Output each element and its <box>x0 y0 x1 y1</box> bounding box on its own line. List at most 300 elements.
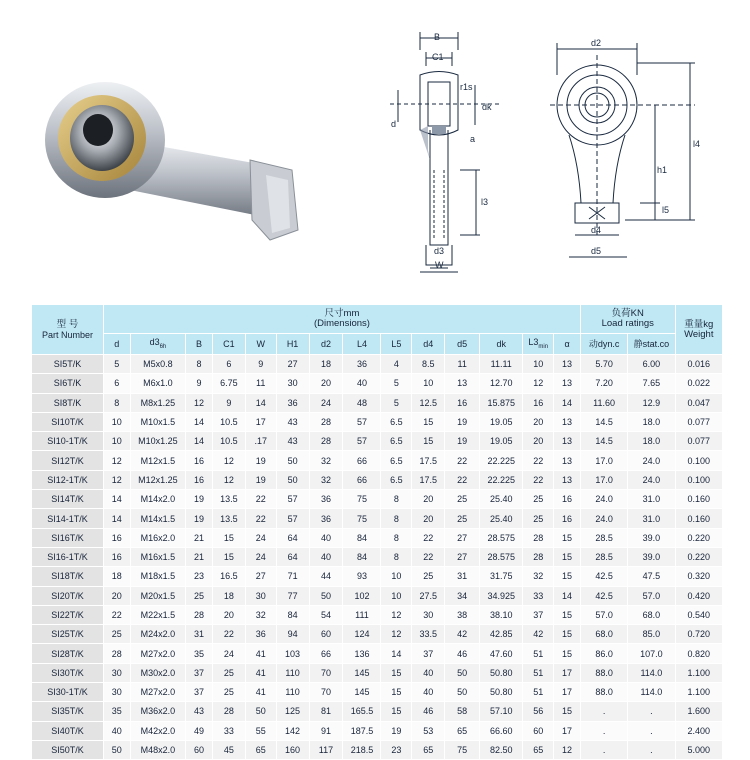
table-cell: 16 <box>554 509 581 528</box>
table-cell: M12x1.5 <box>130 451 186 470</box>
table-cell: 57 <box>343 412 381 431</box>
table-cell: 86.0 <box>580 644 627 663</box>
table-cell: 19 <box>245 451 276 470</box>
table-cell: 15 <box>381 683 412 702</box>
col-alpha: α <box>554 334 581 355</box>
table-cell: 45 <box>212 740 245 759</box>
label-d2: d2 <box>591 38 602 48</box>
col-B: B <box>186 334 213 355</box>
table-row <box>32 683 723 702</box>
col-d3-label: d3 <box>149 336 160 347</box>
specification-table <box>31 304 723 760</box>
table-cell: 51 <box>523 644 554 663</box>
table-cell: M8x1.25 <box>130 393 186 412</box>
col-L3-label: L3 <box>528 336 539 347</box>
table-cell: 103 <box>276 644 309 663</box>
table-cell: 40 <box>309 528 343 547</box>
load-ratings-header <box>580 305 675 334</box>
table-cell: 22 <box>245 490 276 509</box>
table-cell: 136 <box>343 644 381 663</box>
table-cell: 50 <box>103 740 130 759</box>
table-cell: 28 <box>309 432 343 451</box>
table-cell: 20 <box>523 412 554 431</box>
table-cell: M10x1.25 <box>130 432 186 451</box>
table-cell: 25 <box>445 490 480 509</box>
col-dyn: 动dyn.c <box>580 334 627 355</box>
table-cell: 25 <box>523 490 554 509</box>
table-cell: 18 <box>103 567 130 586</box>
table-cell: 28 <box>523 528 554 547</box>
table-cell: 75 <box>343 490 381 509</box>
table-cell: 15 <box>412 432 445 451</box>
table-cell: 71 <box>276 567 309 586</box>
table-cell: 50 <box>445 663 480 682</box>
table-cell: 38.10 <box>480 605 523 624</box>
table-cell: 42.85 <box>480 625 523 644</box>
col-L4: L4 <box>343 334 381 355</box>
table-cell: 40 <box>103 721 130 740</box>
table-cell: 18.0 <box>628 432 675 451</box>
front-drawing <box>545 35 705 265</box>
table-cell: 22 <box>103 605 130 624</box>
table-body <box>32 355 723 760</box>
label-l5: l5 <box>662 205 670 215</box>
table-row <box>32 509 723 528</box>
dimensions-en: (Dimensions) <box>313 318 370 329</box>
table-cell: 15 <box>381 663 412 682</box>
table-cell: 27 <box>276 355 309 374</box>
table-cell: . <box>580 702 627 721</box>
label-B: B <box>434 32 441 42</box>
table-cell: 218.5 <box>343 740 381 759</box>
table-row <box>32 451 723 470</box>
part-number-cell: SI25T/K <box>32 625 104 644</box>
label-l4: l4 <box>693 139 701 149</box>
table-cell: 7.65 <box>628 374 675 393</box>
table-cell: 36 <box>309 490 343 509</box>
table-cell: 22 <box>445 451 480 470</box>
part-number-cn: 型 号 <box>56 318 79 330</box>
label-d3: d3 <box>434 246 445 256</box>
table-cell: 20 <box>103 586 130 605</box>
table-cell: M14x1.5 <box>130 509 186 528</box>
table-cell: 31 <box>186 625 213 644</box>
part-number-cell: SI14T/K <box>32 490 104 509</box>
table-cell: 57.0 <box>580 605 627 624</box>
table-cell: 13.5 <box>212 509 245 528</box>
table-cell: 8 <box>381 547 412 566</box>
col-d4: d4 <box>412 334 445 355</box>
table-cell: 16 <box>103 528 130 547</box>
label-r1s: r1s <box>460 82 473 92</box>
table-cell: 51 <box>523 663 554 682</box>
table-cell: 34 <box>445 586 480 605</box>
table-row <box>32 567 723 586</box>
table-cell: 82.50 <box>480 740 523 759</box>
table-cell: 42 <box>523 625 554 644</box>
table-cell: 40 <box>412 663 445 682</box>
table-cell: 5 <box>103 355 130 374</box>
table-cell: 15 <box>554 625 581 644</box>
table-cell: 1.100 <box>675 683 722 702</box>
table-cell: M14x2.0 <box>130 490 186 509</box>
col-W: W <box>245 334 276 355</box>
table-cell: 142 <box>276 721 309 740</box>
table-cell: 117 <box>309 740 343 759</box>
table-cell: 5.000 <box>675 740 722 759</box>
table-cell: 68.0 <box>580 625 627 644</box>
table-cell: . <box>628 740 675 759</box>
table-cell: 0.540 <box>675 605 722 624</box>
table-cell: 110 <box>276 663 309 682</box>
table-cell: 32 <box>523 567 554 586</box>
table-cell: 19 <box>445 412 480 431</box>
table-cell: 16.5 <box>212 567 245 586</box>
part-number-cell: SI30-1T/K <box>32 683 104 702</box>
table-cell: . <box>628 702 675 721</box>
table-cell: 27.5 <box>412 586 445 605</box>
table-cell: . <box>628 721 675 740</box>
part-number-cell: SI14-1T/K <box>32 509 104 528</box>
label-alpha: a <box>470 134 476 144</box>
table-cell: 68.0 <box>628 605 675 624</box>
table-cell: 10.5 <box>212 432 245 451</box>
table-cell: 28 <box>309 412 343 431</box>
table-cell: 17 <box>554 683 581 702</box>
table-cell: 88.0 <box>580 663 627 682</box>
table-cell: 38 <box>445 605 480 624</box>
table-cell: 81 <box>309 702 343 721</box>
col-L5: L5 <box>381 334 412 355</box>
table-cell: M27x2.0 <box>130 683 186 702</box>
part-number-cell: SI50T/K <box>32 740 104 759</box>
col-L3 <box>523 334 554 355</box>
table-cell: 9 <box>186 374 213 393</box>
table-cell: 15 <box>554 702 581 721</box>
table-cell: 14.5 <box>580 412 627 431</box>
table-cell: 64 <box>276 547 309 566</box>
table-cell: 64 <box>276 528 309 547</box>
table-cell: 0.047 <box>675 393 722 412</box>
table-cell: 8 <box>381 528 412 547</box>
table-row <box>32 547 723 566</box>
table-cell: 46 <box>445 644 480 663</box>
table-cell: 0.820 <box>675 644 722 663</box>
table-cell: 17 <box>554 721 581 740</box>
table-cell: 57.10 <box>480 702 523 721</box>
table-cell: 65 <box>523 740 554 759</box>
table-cell: 43 <box>186 702 213 721</box>
table-cell: 28 <box>103 644 130 663</box>
table-cell: 37 <box>412 644 445 663</box>
table-cell: M22x1.5 <box>130 605 186 624</box>
col-H1: H1 <box>276 334 309 355</box>
table-cell: 9 <box>212 393 245 412</box>
table-cell: 57.0 <box>628 586 675 605</box>
table-cell: 22 <box>212 625 245 644</box>
table-cell: 28 <box>523 547 554 566</box>
table-cell: 19.05 <box>480 412 523 431</box>
table-cell: 24 <box>212 644 245 663</box>
table-cell: 12.9 <box>628 393 675 412</box>
table-cell: 54 <box>309 605 343 624</box>
part-number-cell: SI16T/K <box>32 528 104 547</box>
table-cell: 14 <box>554 586 581 605</box>
table-cell: 19 <box>445 432 480 451</box>
col-L3-sub: min <box>538 343 549 350</box>
table-cell: M48x2.0 <box>130 740 186 759</box>
table-row <box>32 625 723 644</box>
col-stat: 静stat.co <box>628 334 675 355</box>
label-dk: dk <box>482 102 492 112</box>
table-cell: 20 <box>412 509 445 528</box>
table-cell: M20x1.5 <box>130 586 186 605</box>
label-d5: d5 <box>591 246 602 256</box>
table-cell: 85.0 <box>628 625 675 644</box>
table-cell: 23 <box>381 740 412 759</box>
label-h1: h1 <box>657 165 668 175</box>
table-cell: 33 <box>523 586 554 605</box>
table-cell: 12 <box>212 451 245 470</box>
table-cell: .17 <box>245 432 276 451</box>
table-cell: 35 <box>103 702 130 721</box>
col-d3-sub: 6h <box>159 343 167 350</box>
table-cell: 66 <box>343 470 381 489</box>
table-cell: 60 <box>186 740 213 759</box>
table-cell: 2.400 <box>675 721 722 740</box>
table-cell: 0.100 <box>675 470 722 489</box>
table-cell: 15 <box>554 605 581 624</box>
load-en: Load ratings <box>601 318 654 329</box>
table-row <box>32 412 723 431</box>
table-cell: 0.320 <box>675 567 722 586</box>
table-cell: 15 <box>554 547 581 566</box>
table-cell: 91 <box>309 721 343 740</box>
table-cell: 28.575 <box>480 528 523 547</box>
table-cell: 12 <box>381 625 412 644</box>
part-number-cell: SI16-1T/K <box>32 547 104 566</box>
table-cell: 10 <box>381 567 412 586</box>
table-cell: 56 <box>523 702 554 721</box>
part-number-cell: SI30T/K <box>32 663 104 682</box>
table-cell: 4 <box>381 355 412 374</box>
label-W: W <box>435 260 444 270</box>
table-cell: 41 <box>245 683 276 702</box>
weight-cn: 重量kg <box>684 318 714 330</box>
table-cell: 6.5 <box>381 432 412 451</box>
table-cell: 20 <box>309 374 343 393</box>
table-row <box>32 740 723 759</box>
table-cell: M6x1.0 <box>130 374 186 393</box>
table-row <box>32 528 723 547</box>
table-cell: 5 <box>381 393 412 412</box>
table-cell: 24 <box>245 547 276 566</box>
table-cell: 10.5 <box>212 412 245 431</box>
table-cell: 60 <box>523 721 554 740</box>
table-cell: 12 <box>554 740 581 759</box>
table-cell: 25 <box>212 663 245 682</box>
table-cell: M10x1.5 <box>130 412 186 431</box>
weight-en: Weight <box>684 328 714 340</box>
table-cell: 37 <box>186 683 213 702</box>
table-cell: 42.5 <box>580 567 627 586</box>
table-cell: 53 <box>412 721 445 740</box>
table-cell: 8 <box>381 490 412 509</box>
table-cell: 70 <box>309 663 343 682</box>
table-cell: 13 <box>554 432 581 451</box>
table-cell: 13 <box>445 374 480 393</box>
table-cell: 24.0 <box>628 470 675 489</box>
table-cell: 77 <box>276 586 309 605</box>
table-cell: 10 <box>523 355 554 374</box>
table-cell: 31.0 <box>628 490 675 509</box>
table-cell: 0.160 <box>675 490 722 509</box>
table-row <box>32 721 723 740</box>
table-cell: 23 <box>186 567 213 586</box>
table-cell: 0.077 <box>675 412 722 431</box>
table-cell: 14 <box>381 644 412 663</box>
col-d: d <box>103 334 130 355</box>
part-number-cell: SI12T/K <box>32 451 104 470</box>
table-cell: 57 <box>343 432 381 451</box>
table-cell: 16 <box>445 393 480 412</box>
table-cell: 16 <box>186 451 213 470</box>
table-cell: 102 <box>343 586 381 605</box>
table-row <box>32 470 723 489</box>
table-cell: 9 <box>245 355 276 374</box>
table-cell: 13.5 <box>212 490 245 509</box>
table-cell: 10 <box>381 586 412 605</box>
part-number-cell: SI5T/K <box>32 355 104 374</box>
table-cell: 10 <box>103 412 130 431</box>
table-cell: M5x0.8 <box>130 355 186 374</box>
table-row <box>32 355 723 374</box>
table-cell: 88.0 <box>580 683 627 702</box>
table-row <box>32 490 723 509</box>
part-number-cell: SI35T/K <box>32 702 104 721</box>
table-cell: 18.0 <box>628 412 675 431</box>
table-cell: 7.20 <box>580 374 627 393</box>
table-cell: 114.0 <box>628 683 675 702</box>
table-cell: 0.220 <box>675 547 722 566</box>
part-number-en: Part Number <box>41 329 93 340</box>
table-cell: 25 <box>445 509 480 528</box>
table-cell: 66.60 <box>480 721 523 740</box>
table-cell: M12x1.25 <box>130 470 186 489</box>
table-row <box>32 605 723 624</box>
table-cell: 30 <box>103 663 130 682</box>
table-cell: 13 <box>554 374 581 393</box>
table-cell: 16 <box>523 393 554 412</box>
table-cell: 14 <box>103 490 130 509</box>
table-cell: 19 <box>186 490 213 509</box>
rod-end-photo <box>30 70 320 260</box>
table-cell: 12 <box>103 451 130 470</box>
table-cell: 22 <box>445 470 480 489</box>
table-cell: 21 <box>186 528 213 547</box>
table-cell: 32 <box>309 470 343 489</box>
table-cell: 84 <box>343 547 381 566</box>
dimensions-cn: 尺寸mm <box>324 308 360 319</box>
table-cell: 1.100 <box>675 663 722 682</box>
table-cell: 50.80 <box>480 663 523 682</box>
table-cell: 6.5 <box>381 451 412 470</box>
table-row <box>32 586 723 605</box>
table-cell: 19 <box>381 721 412 740</box>
table-cell: 17 <box>554 663 581 682</box>
part-number-cell: SI10-1T/K <box>32 432 104 451</box>
table-cell: 37 <box>186 663 213 682</box>
table-cell: 11 <box>245 374 276 393</box>
table-cell: 0.420 <box>675 586 722 605</box>
table-cell: 15 <box>212 547 245 566</box>
table-cell: 24 <box>245 528 276 547</box>
table-cell: 0.720 <box>675 625 722 644</box>
table-cell: 20 <box>523 432 554 451</box>
table-cell: M18x1.5 <box>130 567 186 586</box>
table-cell: 47.5 <box>628 567 675 586</box>
table-cell: 60 <box>309 625 343 644</box>
table-cell: 0.016 <box>675 355 722 374</box>
table-cell: 145 <box>343 683 381 702</box>
table-cell: 15.875 <box>480 393 523 412</box>
table-cell: 25 <box>103 625 130 644</box>
table-cell: 28 <box>212 702 245 721</box>
table-cell: 57 <box>276 509 309 528</box>
section-drawing <box>390 30 505 275</box>
label-d: d <box>391 119 397 129</box>
table-cell: 114.0 <box>628 663 675 682</box>
table-row <box>32 374 723 393</box>
table-cell: 12 <box>523 374 554 393</box>
table-cell: 39.0 <box>628 528 675 547</box>
table-cell: 32 <box>245 605 276 624</box>
table-cell: 66 <box>343 451 381 470</box>
table-cell: 124 <box>343 625 381 644</box>
table-cell: 33 <box>212 721 245 740</box>
table-cell: 43 <box>276 412 309 431</box>
table-cell: 41 <box>245 663 276 682</box>
table-cell: 27 <box>445 528 480 547</box>
table-cell: 22.225 <box>480 470 523 489</box>
table-cell: . <box>580 740 627 759</box>
table-cell: 25.40 <box>480 490 523 509</box>
col-d2: d2 <box>309 334 343 355</box>
table-cell: 21 <box>186 547 213 566</box>
table-cell: 51 <box>523 683 554 702</box>
part-number-cell: SI8T/K <box>32 393 104 412</box>
table-cell: 65 <box>412 740 445 759</box>
table-cell: 8.5 <box>412 355 445 374</box>
table-cell: 1.600 <box>675 702 722 721</box>
table-row <box>32 702 723 721</box>
table-cell: M30x2.0 <box>130 663 186 682</box>
table-cell: 14 <box>103 509 130 528</box>
table-cell: 187.5 <box>343 721 381 740</box>
part-number-cell: SI6T/K <box>32 374 104 393</box>
label-C1: C1 <box>432 52 444 62</box>
table-cell: 70 <box>309 683 343 702</box>
table-cell: 75 <box>445 740 480 759</box>
table-cell: 25.40 <box>480 509 523 528</box>
table-cell: 58 <box>445 702 480 721</box>
table-cell: 160 <box>276 740 309 759</box>
table-cell: 15 <box>412 412 445 431</box>
table-cell: 24.0 <box>580 509 627 528</box>
col-dk: dk <box>480 334 523 355</box>
table-cell: 125 <box>276 702 309 721</box>
table-cell: 36 <box>245 625 276 644</box>
